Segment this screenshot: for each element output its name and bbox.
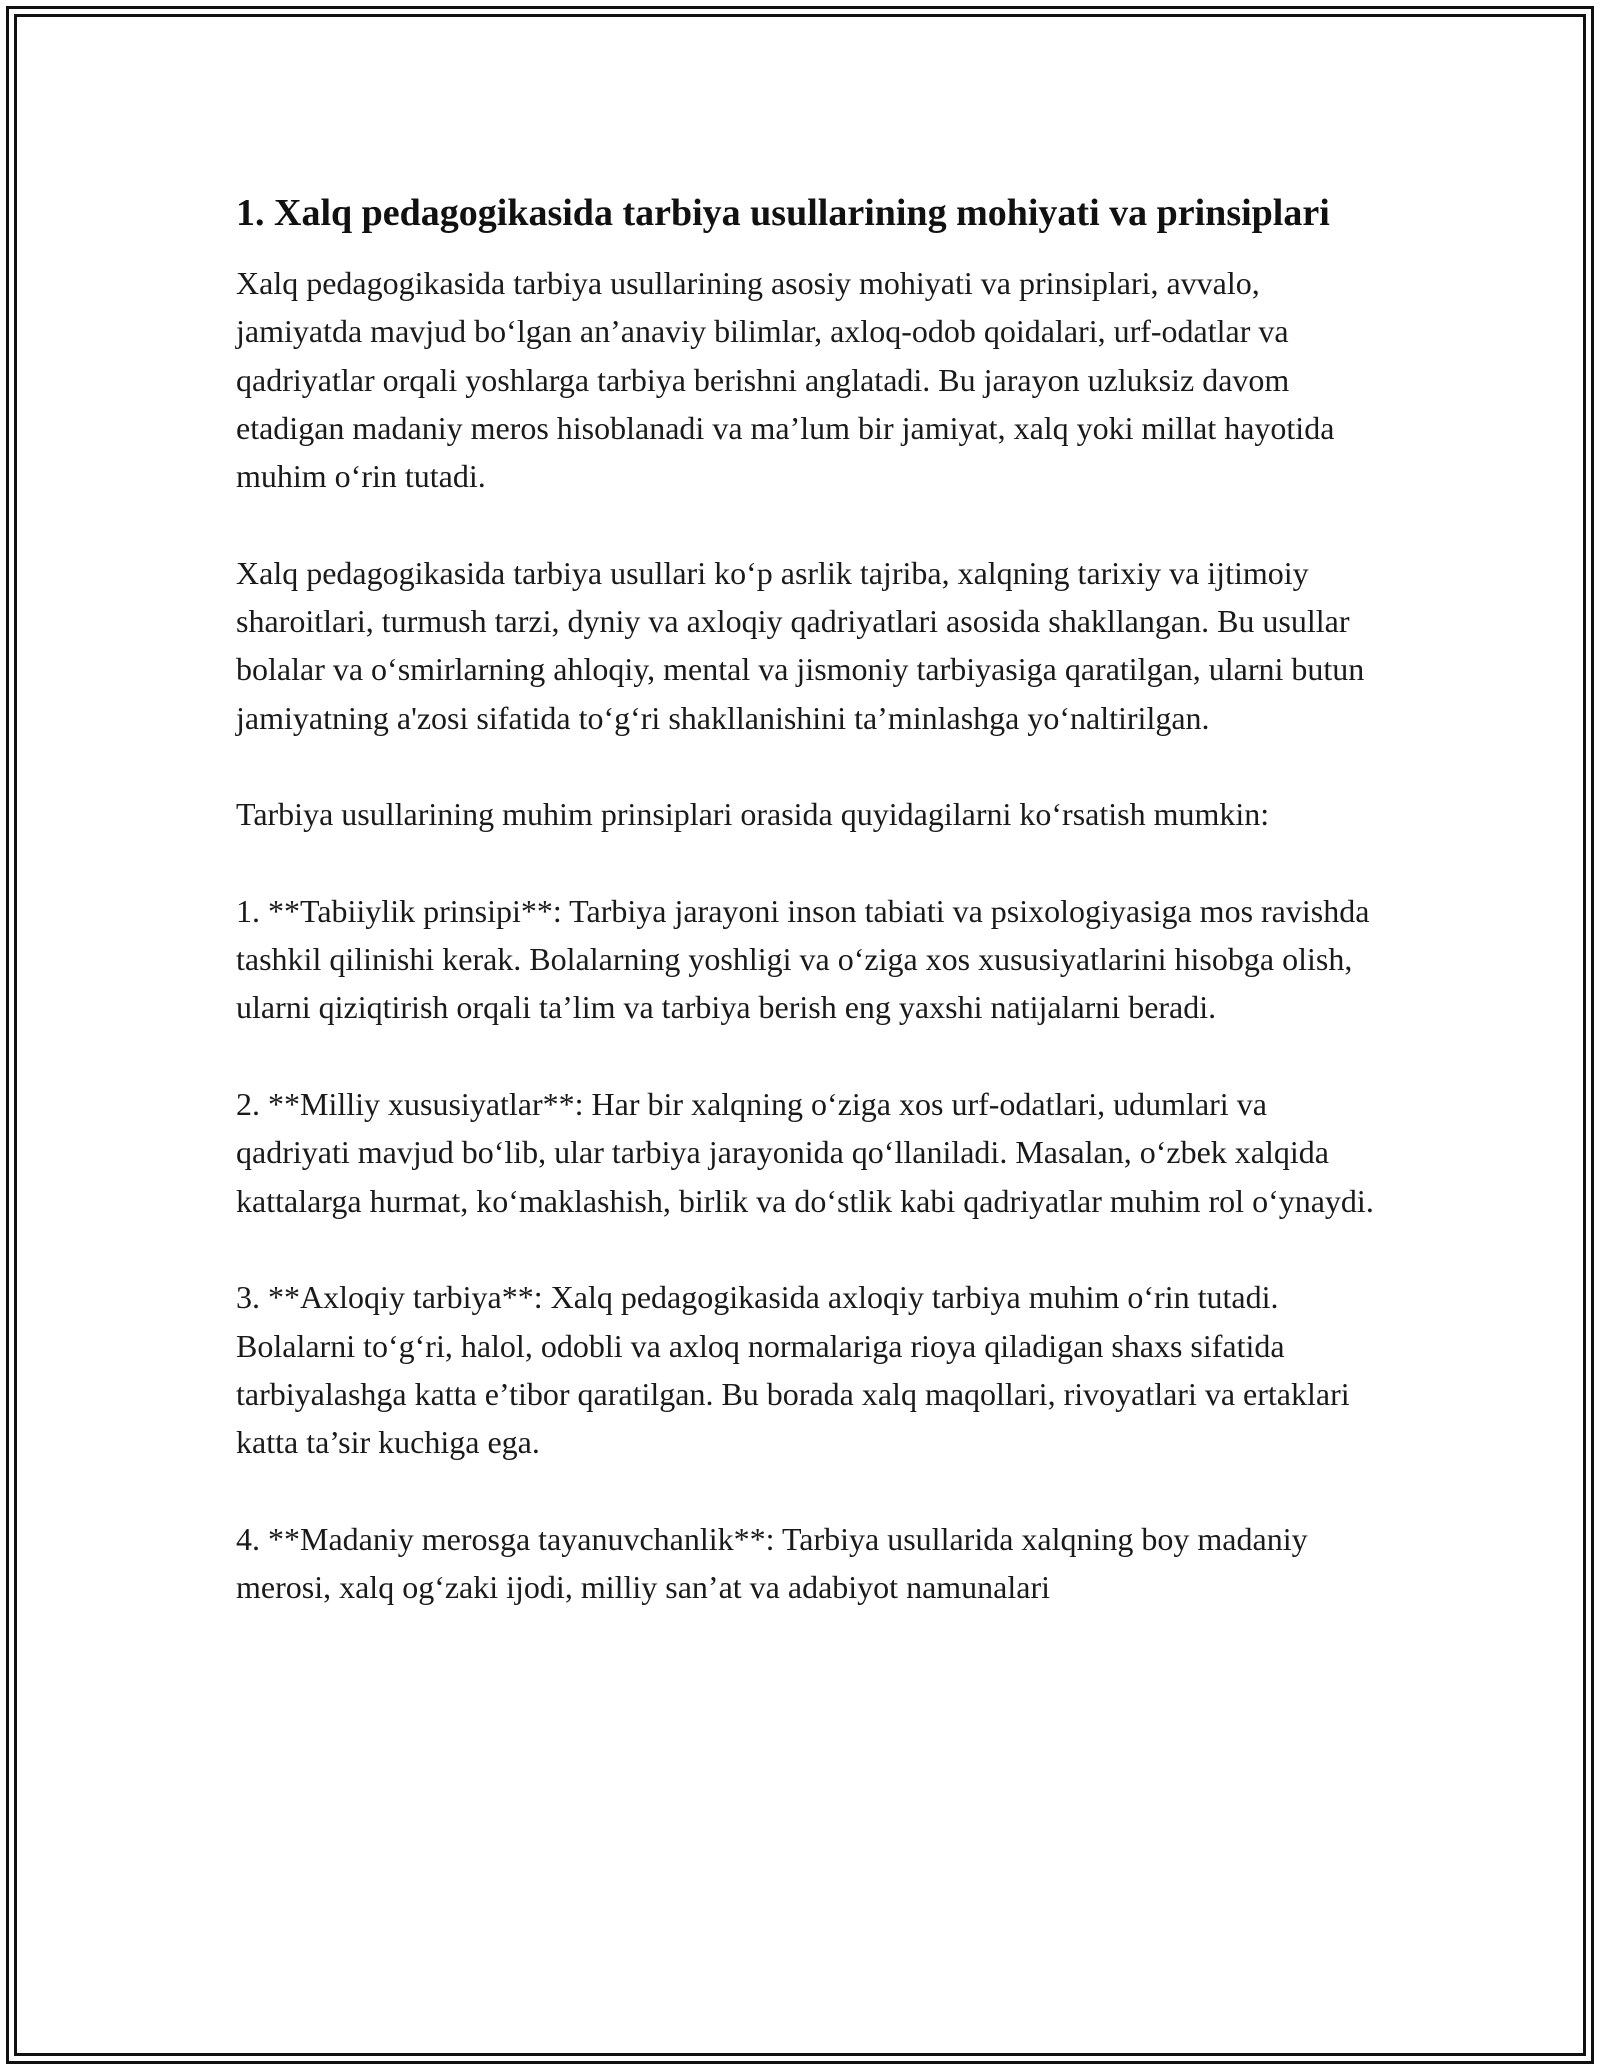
list-item-national-features: 2. **Milliy xususiyatlar**: Har bir xalqning oʻziga xos urf-odatlari, udumlari va qadriyati mavjud boʻlib, ular tarbiya jarayonida qoʻllaniladi. Masalan, oʻzbek xalqida kattalarga hurmat, koʻmaklashish, birlik va doʻstlik kabi qadriyatlar muhim rol oʻynaydi. — [236, 1086, 1374, 1219]
paragraph-principles-intro: Tarbiya usullarining muhim prinsiplari orasida quyidagilarni koʻrsatish mumkin: — [236, 796, 1270, 833]
list-item-naturalness: 1. **Tabiiylik prinsipi**: Tarbiya jarayoni inson tabiati va psixologiyasiga mos ravishda tashkil qilinishi kerak. Bolalarning yoshligi va oʻziga xos xususiyatlarini hisobga olish, ularni qiziqtirish orqali ta’lim va tarbiya berish eng yaxshi natijalarni beradi. — [236, 892, 1370, 1026]
document-body — [236, 186, 1376, 1611]
paragraph-essence: Xalq pedagogikasida tarbiya usullarining asosiy mohiyati va prinsiplari, avvalo, jamiyatda mavjud boʻlgan an’anaviy bilimlar, axloq-odob qoidalari, urf-odatlar va qadriyatlar orqali yoshlarga tarbiya berishni anglatadi. Bu jarayon uzluksiz davom etadigan madaniy meros hisoblanadi va ma’lum bir jamiyat, xalq yoki millat hayotida muhim oʻrin tutadi. — [236, 265, 1335, 495]
section-heading: 1. Xalq pedagogikasida tarbiya usullarining mohiyati va prinsiplari — [236, 192, 1330, 234]
paragraph-origins: Xalq pedagogikasida tarbiya usullari koʻp asrlik tajriba, xalqning tarixiy va ijtimoiy sharoitlari, turmush tarzi, dyniy va axloqiy qadriyatlari asosida shakllangan. Bu usullar bolalar va oʻsmirlarning ahloqiy, mental va jismoniy tarbiyasiga qaratilgan, ularni butun jamiyatning a'zosi sifatida toʻgʻri shakllanishini ta’minlashga yoʻnaltirilgan. — [236, 554, 1365, 736]
list-item-moral-education: 3. **Axloqiy tarbiya**: Xalq pedagogikasida axloqiy tarbiya muhim oʻrin tutadi. Bolalarni toʻgʻri, halol, odobli va axloq normalariga rioya qiladigan shaxs sifatida tarbiyalashga katta e’tibor qaratilgan. Bu borada xalq maqollari, rivoyatlari va ertaklari katta ta’sir kuchiga ega. — [236, 1279, 1350, 1461]
list-item-cultural-heritage: 4. **Madaniy merosga tayanuvchanlik**: Tarbiya usullarida xalqning boy madaniy merosi, xalq ogʻzaki ijodi, milliy san’at va adabiyot namunalari — [236, 1520, 1308, 1606]
